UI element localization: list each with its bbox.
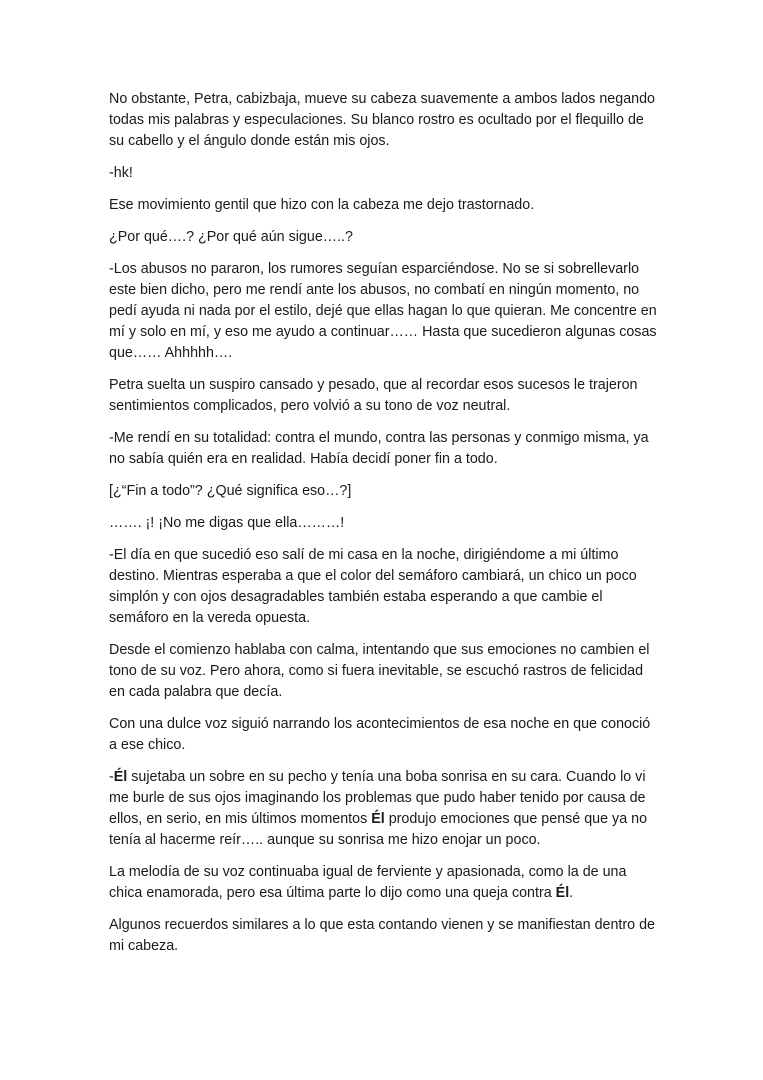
paragraph	[109, 714, 657, 756]
paragraph	[109, 163, 657, 184]
paragraph-text: -El día en que sucedió eso salí de mi casa en la noche, dirigiéndome a mi último destino. Mientras esperaba a que el color del semáforo cambiará, un chico un poco simplón y con ojos desagradables también estaba esperando a que cambie el semáforo en la vereda opuesta.	[109, 547, 637, 626]
paragraph	[109, 513, 657, 534]
paragraph	[109, 89, 657, 152]
paragraph	[109, 227, 657, 248]
paragraph	[109, 375, 657, 417]
paragraph	[109, 915, 657, 957]
paragraph	[109, 767, 657, 851]
paragraph	[109, 195, 657, 216]
paragraph-text: Con una dulce voz siguió narrando los acontecimientos de esa noche en que conoció a ese chico.	[109, 716, 651, 753]
emphasis-text: Él	[555, 885, 570, 901]
paragraph	[109, 481, 657, 502]
paragraph-text: ¿Por qué….? ¿Por qué aún sigue…..?	[109, 229, 353, 245]
paragraph-text: produjo emociones que pensé que ya no tenía al hacerme reír….. aunque su sonrisa me hizo enojar un poco.	[109, 811, 648, 848]
paragraph	[109, 640, 657, 703]
paragraph-text: .	[569, 885, 574, 901]
paragraph	[109, 259, 657, 364]
paragraph-text: -	[109, 769, 114, 785]
paragraph	[109, 428, 657, 470]
document-body	[109, 89, 657, 968]
paragraph-text: -hk!	[109, 165, 133, 181]
paragraph-text: Algunos recuerdos similares a lo que esta contando vienen y se manifiestan dentro de mi cabeza.	[109, 917, 655, 954]
paragraph-text: Ese movimiento gentil que hizo con la cabeza me dejo trastornado.	[109, 197, 535, 213]
paragraph-text: [¿“Fin a todo”? ¿Qué significa eso…?]	[109, 483, 352, 499]
paragraph-text: Desde el comienzo hablaba con calma, intentando que sus emociones no cambien el tono de su voz. Pero ahora, como si fuera inevitable, se escuchó rastros de felicidad en cada palabra que decía.	[109, 642, 650, 700]
paragraph-text: -Me rendí en su totalidad: contra el mundo, contra las personas y conmigo misma, ya no sabía quién era en realidad. Había decidí poner fin a todo.	[109, 430, 649, 467]
paragraph-text: -Los abusos no pararon, los rumores seguían esparciéndose. No se si sobrellevarlo este bien dicho, pero me rendí ante los abusos, no combatí en ningún momento, no pedí ayuda ni nada por el estilo, dejé que ellas hagan lo que quieran. Me concentre en mí y solo en mí, y eso me ayudo a continuar…… Hasta que sucedieron algunas cosas que…… Ahhhhh….	[109, 261, 657, 361]
emphasis-text: Él	[113, 769, 128, 785]
paragraph	[109, 545, 657, 629]
paragraph-text: ……. ¡! ¡No me digas que ella………!	[109, 515, 345, 531]
paragraph-text: No obstante, Petra, cabizbaja, mueve su cabeza suavemente a ambos lados negando todas mis palabras y especulaciones. Su blanco rostro es ocultado por el flequillo de su cabello y el ángulo donde están mis ojos.	[109, 91, 656, 149]
paragraph	[109, 862, 657, 904]
paragraph-text: Petra suelta un suspiro cansado y pesado, que al recordar esos sucesos le trajeron sentimientos complicados, pero volvió a su tono de voz neutral.	[109, 377, 638, 414]
paragraph-text: La melodía de su voz continuaba igual de ferviente y apasionada, como la de una chica enamorada, pero esa última parte lo dijo como una queja contra	[109, 864, 627, 901]
paragraph-text: sujetaba un sobre en su pecho y tenía una boba sonrisa en su cara. Cuando lo vi me burle de sus ojos imaginando los problemas que pudo haber tenido por causa de ellos, en serio, en mis últimos momentos	[109, 769, 646, 827]
emphasis-text: Él	[371, 811, 385, 827]
